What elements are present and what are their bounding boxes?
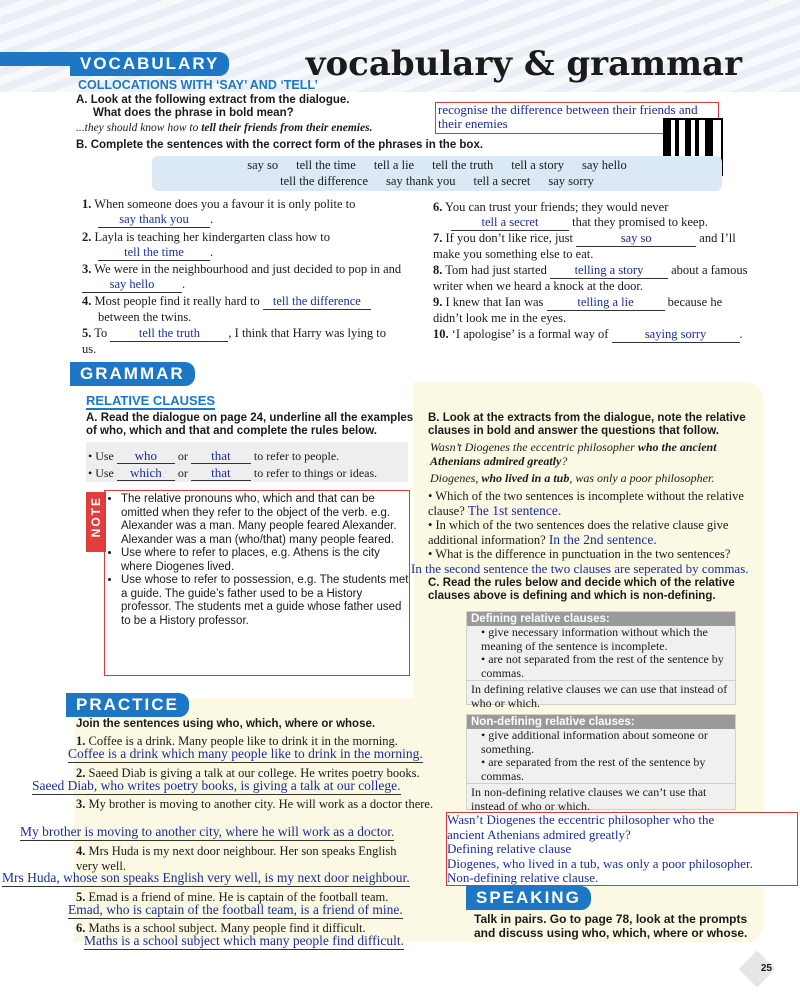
defining-item-text: are not separated from the rest of the sentence by commas. (481, 652, 724, 680)
rule-2 (88, 465, 377, 481)
item-answer: say hello (82, 277, 182, 293)
rule-answer: who (117, 448, 175, 464)
item-number: 8. (433, 263, 443, 277)
vocab-item (433, 295, 753, 327)
note-item: • Use where to refer to places, e.g. Athens is the city where Diogenes lived. (121, 547, 409, 574)
grammar-a-instruction: A. Read the dialogue on page 24, underline all the examples of who, which and that and complete the rules below. (86, 412, 414, 437)
item-answer: say thank you (98, 212, 210, 228)
vocab-b-instruction: B. Complete the sentences with the correct form of the phrases in the box. (76, 139, 484, 151)
item-number: 10. (433, 327, 449, 341)
nondefining-item: • give additional information about someone or something. (481, 728, 708, 756)
note-item: • The relative pronouns who, which and that can be omitted when they refer to the object of the verb. e.g. Alexander was a man. Many people feared Alexander. Alexander was a man (who/that) many people feared. (121, 493, 409, 547)
vocab-item (82, 197, 402, 230)
extract-1 (430, 440, 760, 468)
item-text: Coffee is a drink. Many people like to drink it in the morning. (88, 734, 398, 748)
item-number: 2. (76, 766, 86, 780)
phrase-row-2 (152, 173, 722, 189)
practice-answer-6: Maths is a school subject which many people find difficult. (84, 933, 404, 948)
practice-answer-4: Mrs Huda, whose son speaks English very well, is my next door neighbour. (2, 870, 410, 885)
question-text: • In which of the two sentences does the relative clause give additional information? (428, 518, 729, 547)
rule-prefix: • Use (88, 466, 114, 480)
extract-bold: who the ancient Athenians admired greatly (430, 440, 717, 468)
item-number: 3. (76, 797, 86, 811)
c-answer-line: Wasn’t Diogenes the eccentric philosopher who the (447, 812, 715, 827)
item-number: 2. (82, 230, 92, 244)
nondefining-item: • are separated from the rest of the sentence by commas. (481, 755, 706, 783)
vocab-item (433, 327, 753, 359)
speaking-instruction: Talk in pairs. Go to page 78, look at the prompts and discuss using who, which, where or whose. (474, 912, 748, 940)
c-answer-line: Non-defining relative clause. (447, 870, 599, 885)
item-number: 7. (433, 231, 443, 245)
grammar-b-instruction: B. Look at the extracts from the dialogue, note the relative clauses in bold and answer the questions that follow. (428, 412, 746, 437)
c-answer-box (446, 812, 798, 886)
phrase: tell the truth (432, 158, 494, 172)
rule-prefix: • Use (88, 449, 114, 463)
nondefining-item-text: are separated from the rest of the sentence by commas. (481, 755, 706, 783)
item-text: If you don’t like rice, just (445, 231, 574, 245)
defining-table (466, 611, 736, 710)
vocab-a-instruction-2: What does the phrase in bold mean? (93, 107, 294, 119)
practice-section-tag: PRACTICE (66, 693, 189, 717)
nondefining-head: Non-defining relative clauses: (467, 715, 735, 729)
item-end: between the twins. (98, 310, 192, 324)
grammar-section-tag: GRAMMAR (70, 362, 195, 386)
question-text: • Which of the two sentences is incomplete without the relative clause? (428, 489, 744, 518)
item-number: 4. (82, 294, 92, 308)
header-accent-bar (0, 52, 70, 66)
item-number: 1. (76, 734, 86, 748)
defining-note: In defining relative clauses we can use that instead of who or which. (467, 680, 735, 712)
nondefining-note: In non-defining relative clauses we can’t use that instead of who or which. (467, 783, 735, 815)
item-answer: tell the truth (110, 326, 228, 342)
extract-italic: ...they should know how to (76, 122, 199, 134)
item-text: We were in the neighbourhood and just decided to pop in and (94, 262, 402, 276)
item-text: Layla is teaching her kindergarten class how to (94, 230, 330, 244)
practice-answer-3: My brother is moving to another city, where he will work as a doctor. (20, 824, 395, 839)
item-answer: tell the difference (263, 294, 371, 310)
rule-answer: which (117, 465, 175, 481)
item-number: 4. (76, 844, 86, 858)
item-answer: tell the time (98, 245, 210, 261)
question-text: • What is the difference in punctuation in the two sentences? (428, 547, 731, 561)
item-end: that they promised to keep. (572, 215, 708, 229)
grammar-c-instruction: C. Read the rules below and decide which of the relative clauses above is defining and which is non-defining. (428, 577, 735, 602)
vocab-item (82, 294, 402, 326)
item-number: 1. (82, 197, 92, 211)
item-answer: telling a lie (547, 295, 665, 311)
item-text: ‘I apologise’ is a formal way of (451, 327, 609, 341)
phrase: tell the time (296, 158, 356, 172)
item-end: , I think that Harry was lying to us. (82, 326, 387, 356)
question-3 (428, 547, 756, 562)
rule-suffix: to refer to people. (253, 449, 340, 463)
c-answer-line: Defining relative clause (447, 841, 572, 856)
vocab-item (433, 200, 753, 231)
vocab-extract (76, 122, 372, 134)
item-text: You can trust your friends; they would never (445, 200, 669, 214)
note-box (104, 490, 410, 676)
defining-head: Defining relative clauses: (467, 612, 735, 626)
item-end: . (739, 327, 743, 341)
vocab-a-answer: recognise the difference between their friends and their enemies (435, 102, 719, 134)
item-number: 5. (76, 890, 86, 904)
extract-bold: tell their friends from their enemies. (201, 122, 373, 134)
item-end: . (210, 212, 214, 226)
practice-instruction: Join the sentences using who, which, where or whose. (76, 718, 376, 730)
vocab-item (433, 231, 753, 263)
phrase: tell a story (511, 158, 564, 172)
item-text: Most people find it really hard to (94, 294, 260, 308)
phrase: say so (247, 158, 279, 172)
item-end: about a famous writer when we heard a knock at the door. (433, 263, 748, 293)
extract-plain: Wasn’t Diogenes the eccentric philosopher (430, 440, 635, 454)
item-text: Saeed Diab is giving a talk at our college. He writes poetry books. (88, 766, 420, 780)
vocab-item (82, 262, 402, 294)
item-answer: saying sorry (612, 327, 740, 343)
item-number: 6. (433, 200, 443, 214)
item-number: 6. (76, 921, 86, 935)
item-end: because he didn’t look me in the eyes. (433, 295, 723, 325)
extract-plain: Diogenes, (430, 471, 479, 485)
c-answer-line: ancient Athenians admired greatly? (447, 826, 631, 842)
item-text: My brother is moving to another city. He will work as a doctor there. (88, 797, 434, 811)
item-end: . (182, 277, 186, 291)
grammar-questions (428, 489, 756, 562)
phrase: say sorry (548, 174, 594, 188)
rule-or: or (177, 449, 188, 463)
nondefining-item-text: give additional information about someone or something. (481, 728, 708, 756)
note-item: • Use whose to refer to possession, e.g. The students met a guide. The guide’s father used to be a History professor. The students met a guide whose father used to be a History professor. (121, 574, 409, 628)
practice-item-3 (76, 797, 436, 812)
vocab-item (82, 230, 402, 262)
vocab-items-right (433, 200, 753, 359)
phrase: say hello (581, 158, 627, 172)
practice-answer-2: Saeed Diab, who writes poetry books, is giving a talk at our college. (32, 778, 401, 793)
vocab-item (82, 326, 402, 358)
vocab-items-left (82, 197, 402, 358)
practice-answer-1: Coffee is a drink which many people like to drink in the morning. (68, 746, 423, 761)
item-text: Emad is a friend of mine. He is captain of the football team. (88, 890, 389, 904)
rule-answer: that (191, 465, 251, 481)
phrase: tell the difference (280, 174, 369, 188)
vocab-a-instruction-1: A. Look at the following extract from the dialogue. (76, 94, 350, 106)
note-tag (86, 492, 106, 552)
practice-answer-5: Emad, who is captain of the football team, is a friend of mine. (68, 902, 403, 917)
phrase: say thank you (386, 174, 456, 188)
nondefining-table (466, 714, 736, 813)
item-text: I knew that Ian was (445, 295, 544, 309)
vocab-item (433, 263, 753, 295)
item-text: Tom had just started (445, 263, 547, 277)
phrase-box (152, 156, 722, 191)
question-3-answer: In the second sentence the two clauses are seperated by commas. (411, 561, 749, 576)
extract-end: ? (561, 454, 568, 468)
rule-or: or (177, 466, 188, 480)
item-text: Mrs Huda is my next door neighbour. Her son speaks English very well. (76, 844, 397, 873)
defining-item: • give necessary information without which the meaning of the sentence is incomplete. (481, 625, 708, 653)
page-number: 25 (760, 963, 772, 974)
vocabulary-section-tag: VOCABULARY (70, 52, 229, 76)
defining-item: • are not separated from the rest of the sentence by commas. (481, 652, 724, 680)
extract-bold: who lived in a tub (481, 471, 570, 485)
question-answer: In the 2nd sentence. (548, 531, 657, 547)
rule-answer: that (191, 448, 251, 464)
item-number: 5. (82, 326, 92, 340)
item-text: Maths is a school subject. Many people find it difficult. (88, 921, 366, 935)
rule-suffix: to refer to things or ideas. (253, 466, 378, 480)
extract-end: , was only a poor philosopher. (569, 471, 715, 485)
question-1 (428, 489, 756, 518)
phrase-row-1 (152, 157, 722, 173)
vocab-subtitle: COLLOCATIONS WITH ‘SAY’ AND ‘TELL’ (78, 78, 318, 92)
grammar-subtitle: RELATIVE CLAUSES (86, 393, 216, 408)
c-answer-line: Diogenes, who lived in a tub, was only a poor philosopher. (447, 855, 753, 871)
phrase: tell a secret (473, 174, 531, 188)
item-text: When someone does you a favour it is only polite to (94, 197, 356, 211)
phrase: tell a lie (373, 158, 415, 172)
item-answer: telling a story (550, 263, 668, 279)
item-answer: say so (576, 231, 696, 247)
page-title: vocabulary & grammar (305, 44, 742, 84)
item-end: . (210, 245, 214, 259)
rule-1 (88, 448, 339, 464)
item-number: 3. (82, 262, 92, 276)
question-2 (428, 518, 756, 547)
item-end: and I’ll make you something else to eat. (433, 231, 736, 261)
note-label: NOTE (89, 496, 103, 538)
item-answer: tell a secret (451, 215, 569, 231)
question-answer: The 1st sentence. (467, 502, 562, 518)
extract-2 (430, 471, 760, 486)
item-number: 9. (433, 295, 443, 309)
speaking-section-tag: SPEAKING (466, 886, 591, 910)
defining-item-text: give necessary information without which the meaning of the sentence is incomplete. (481, 625, 708, 653)
item-text: To (94, 326, 108, 340)
